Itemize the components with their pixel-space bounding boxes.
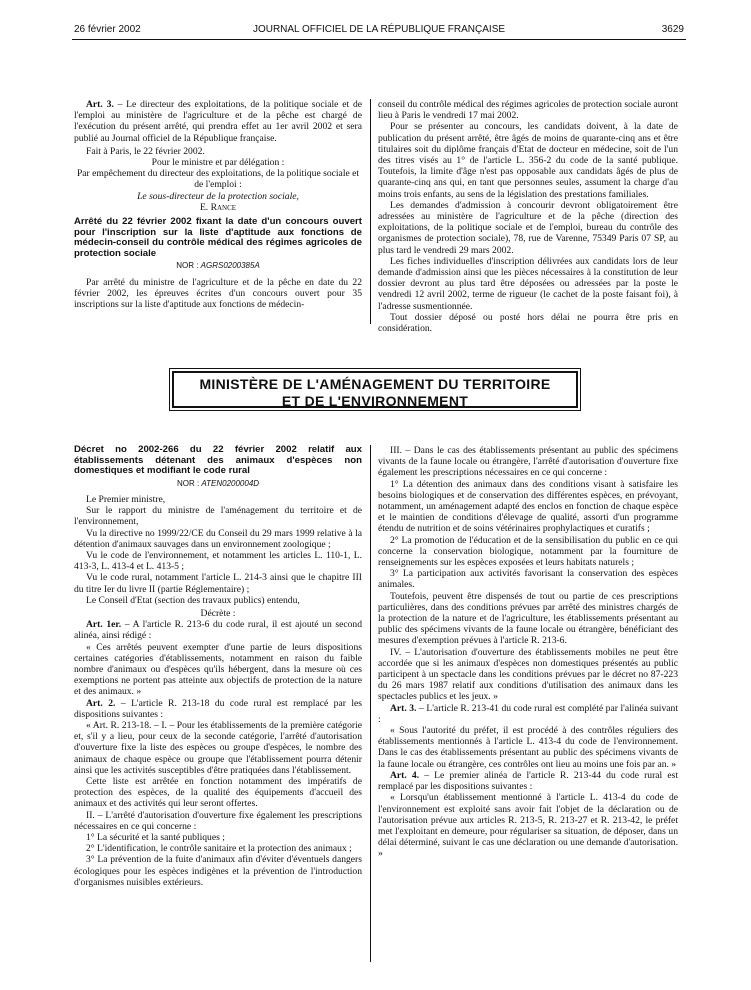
visa-directive: Vu la directive no 1999/22/CE du Conseil du 29 mars 1999 relative à la détention d'animaux sauvages dans un environnement zoologique ; (74, 527, 362, 550)
top-right-para-1: conseil du contrôle médical des régimes agricoles de protection sociale auront lieu à Paris le vendredi 17 mai 2002. (378, 99, 678, 122)
top-right-para-4: Les fiches individuelles d'inscription délivrées aux candidats lors de leur demande d'admission ainsi que les pièces nécessaires à la constitution de leur dossier devront au plus tard être déposées ou adressées par la poste le vendredi 12 avril 2002, terme de rigueur (le cachet de la poste faisant foi), à l'adresse susmentionnée. (378, 255, 678, 312)
article-2-quote: « Art. R. 213-18. – I. – Pour les établissements de la première catégorie et, s'il y a lieu, pour ceux de la seconde catégorie, l'arrêté d'autorisation d'ouverture fixe la liste des espèces ou groupe d'espèces, le nombre des animaux de chaque espèce ou groupe que l'établissement pourra détenir ainsi que les activités susceptibles d'être pratiquées dans l'établissement. (74, 720, 362, 776)
article-3-quote: « Sous l'autorité du préfet, il est procédé à des contrôles réguliers des établissements mentionnés à l'article L. 413-4 du code de l'environnement. Dans le cas des établissements présentant au public des spécimens vivants de la faune locale ou étrangère, ces contrôles ont lieu au moins une fois par an. » (378, 725, 678, 770)
section-iii-item-1: 1° La détention des animaux dans des conditions visant à satisfaire les besoins biologiques et de conservation des différentes espèces, en prévoyant, notamment, un aménagement adapté des enclos en fonction de chaque espèce et le maintien de conditions d'élevage de qualité, assorti d'un programme étendu de nutrition et de soins vétérinaires prophylactiques et curatifs ; (378, 478, 678, 535)
signature-name: E. Rance (199, 201, 237, 213)
header-date: 26 février 2002 (74, 24, 141, 35)
article-1-quote: « Ces arrêtés peuvent exempter d'une partie de leurs dispositions certaines catégories d'établissements, notamment en raison du faible nombre d'animaux ou d'espèces qu'ils hébergent, dans la mesure où ces exemptions ne portent pas atteinte aux objectifs de protection de la nature et des animaux. » (74, 641, 362, 698)
article-2-item-1: 1° La sécurité et la santé publiques ; (86, 832, 225, 844)
top-right-para-3: Les demandes d'admission à concourir devront obligatoirement être adressées au ministère de l'agriculture et de la pêche (direction des exploitations, de la politique sociale et de l'emploi, bureau du contrôle des organismes de protection sociale), 78, rue de Varenne, 75349 Paris 07 SP, au plus tard le vendredi 29 mars 2002. (378, 199, 678, 256)
decrete: Décrète : (200, 608, 236, 620)
decret-title: Décret no 2002-266 du 22 février 2002 relatif aux établissements détenant des animaux d'espèces non domestiques et modifiant le code rural (74, 444, 362, 477)
header-page-number: 3629 (661, 24, 684, 35)
visa-rapport: Sur le rapport du ministre de l'aménagement du territoire et de l'environnement, (74, 505, 362, 528)
article-3-arrete: Art. 3. – Le directeur des exploitations, de la politique sociale et de l'emploi au ministère de l'agriculture et de la pêche est chargé de l'exécution du présent arrêté, qui prendra effet au 1er avril 2002 et sera publié au Journal officiel de la République française. (74, 99, 362, 144)
section-iii-item-2: 2° La promotion de l'éducation et de la sensibilisation du public en ce qui concerne la conservation biologique, notamment par la fourniture de renseignements sur les espèces exposées et leurs habitats naturels ; (378, 534, 678, 569)
ministry-line-2: ET DE L'ENVIRONNEMENT (281, 393, 469, 409)
signature-line-3: Le sous-directeur de la protection sociale, (137, 190, 299, 202)
page-header (74, 24, 684, 38)
decret-nor: NOR : ATEN0200004D (176, 478, 260, 488)
article-2-para-3: II. – L'arrêté d'autorisation d'ouverture fixe également les prescriptions nécessaires en ce qui concerne : (74, 809, 362, 832)
article-4: Art. 4. – Le premier alinéa de l'article R. 213-44 du code rural est remplacé par les dispositions suivantes : (378, 769, 678, 793)
visa-premier-ministre: Le Premier ministre, (86, 493, 166, 505)
visa-code-environnement: Vu le code de l'environnement, et notamment les articles L. 110-1, L. 413-3, L. 413-4 et L. 413-5 ; (74, 550, 362, 573)
signature-line-2: Par empêchement du directeur des exploitations, de la politique sociale et de l'emploi : (76, 168, 360, 191)
header-journal-title: JOURNAL OFFICIEL DE LA RÉPUBLIQUE FRANÇAISE (252, 24, 506, 35)
visa-conseil-etat: Le Conseil d'Etat (section des travaux publics) entendu, (86, 594, 300, 606)
section-iii-item-3: 3° La participation aux activités favorisant la conservation des espèces animales. (378, 568, 678, 591)
fait-a-paris: Fait à Paris, le 22 février 2002. (86, 145, 205, 157)
article-2-item-2: 2° L'identification, le contrôle sanitaire et la protection des animaux ; (86, 843, 352, 855)
top-right-para-2: Pour se présenter au concours, les candidats doivent, à la date de publication du présent arrêté, être âgés de moins de quarante-cinq ans et être titulaires soit du diplôme français d'Etat de docteur en médecine, soit de l'un des titres visés au 1° de l'article L. 356-2 du code de la santé publique. Toutefois, la limite d'âge n'est pas opposable aux candidats âgés de plus de quarante-cinq ans qui, en tant que personnes seules, assument la charge d'au moins trois enfants, au sens de la législation des prestations familiales. (378, 121, 678, 200)
header-rule (72, 39, 686, 40)
article-2-item-3: 3° La prévention de la fuite d'animaux afin d'éviter d'éventuels dangers écologiques pour les espèces indigènes et la prévention de l'introduction d'organismes nuisibles extérieurs. (74, 854, 362, 888)
ministry-heading-box (172, 371, 578, 408)
article-1: Art. 1er. – A l'article R. 213-6 du code rural, il est ajouté un second alinéa, ainsi rédigé : (74, 619, 362, 642)
bottom-right-column (378, 445, 678, 860)
section-iii-exemption: Toutefois, peuvent être dispensés de tout ou partie de ces prescriptions particulières, dans des conditions prévues par arrêté des ministres chargés de la protection de la nature et de l'agriculture, les établissements présentant au public des spécimens vivants de la faune locale ou étrangère, bénéficiant des mesures d'exemption prévues à l'article R. 213-6. (378, 590, 678, 647)
ministry-line-1: MINISTÈRE DE L'AMÉNAGEMENT DU TERRITOIRE (199, 376, 551, 392)
arrete-title: Arrêté du 22 février 2002 fixant la date d'un concours ouvert pour l'inscription sur la liste d'aptitude aux fonctions de médecin-conseil du contrôle médical des régimes agricoles de protection sociale (74, 216, 362, 259)
signature-line-1: Pour le ministre et par délégation : (151, 157, 285, 169)
column-divider-top (370, 99, 371, 324)
visa-code-rural: Vu le code rural, notamment l'article L. 214-3 ainsi que le chapitre III du titre Ier du livre II (partie Réglementaire) ; (74, 572, 362, 595)
article-2-para-2: Cette liste est arrêtée en fonction notamment des impératifs de protection des espèces, de la qualité des équipements d'accueil des animaux et des activités qui leur seront offertes. (74, 776, 362, 810)
arrete-text: Par arrêté du ministre de l'agriculture et de la pêche en date du 22 février 2002, les épreuves écrites d'un concours ouvert pour 35 inscriptions sur la liste d'aptitude aux fonctions de médecin- (74, 276, 362, 311)
top-right-column (378, 99, 678, 334)
article-3: Art. 3. – L'article R. 213-41 du code rural est complété par l'alinéa suivant : (378, 702, 678, 725)
column-divider-bottom (370, 445, 371, 962)
section-iv: IV. – L'autorisation d'ouverture des établissements mobiles ne peut être accordée que si les animaux d'espèces non domestiques présentés au public participent à un spectacle dans les conditions prévues par le décret no 87-223 du 26 mars 1987 relatif aux conditions d'utilisation des animaux dans les spectacles publics et les jeux. » (378, 646, 678, 703)
arrete-nor: NOR : AGRS0200385A (176, 261, 260, 271)
top-right-para-5: Tout dossier déposé ou posté hors délai ne pourra être pris en considération. (378, 311, 678, 335)
top-left-column (74, 99, 362, 310)
bottom-left-column (74, 445, 362, 888)
article-2: Art. 2. – L'article R. 213-18 du code rural est remplacé par les dispositions suivantes : (74, 697, 362, 720)
article-4-quote: « Lorsqu'un établissement mentionné à l'article L. 413-4 du code de l'environnement est exploité sans avoir fait l'objet de la déclaration ou de l'autorisation prévue aux articles R. 213-5, R. 213-27 et R. 213-42, le préfet met l'exploitant en demeure, pour régulariser sa situation, de déposer, dans un délai déterminé, suivant le cas une déclaration ou une demande d'autorisation. » (378, 792, 678, 860)
section-iii: III. – Dans le cas des établissements présentant au public des spécimens vivants de la faune locale ou étrangère, l'arrêté d'autorisation d'ouverture fixe également les prescriptions nécessaires en ce qui concerne : (378, 445, 678, 479)
